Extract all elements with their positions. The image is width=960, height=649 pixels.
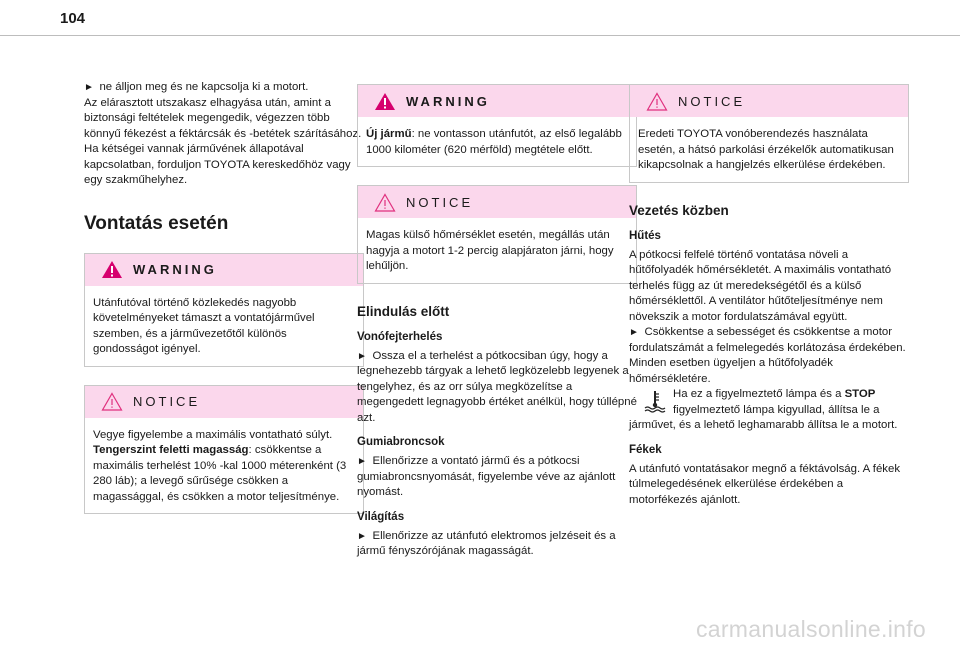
warning-box bbox=[357, 84, 637, 167]
coolant-warning-paragraph: Ha ez a figyelmeztető lámpa és a STOP figyelmeztető lámpa kigyullad, állítsa le a járművet, és a lehető leghamarabb állítsa le a motort. bbox=[629, 388, 898, 431]
bullet-text: ► Ossza el a terhelést a pótkocsiban úgy, hogy a legnehezebb tárgyak a lehető legközelebb legyenek a tengelyhez, és az orr súlya megközelítse a megengedett legnagyobb értéket anélkül, hogy túllépné azt. bbox=[357, 349, 637, 427]
warning-box bbox=[84, 253, 364, 367]
notice-box-header bbox=[358, 186, 636, 218]
notice-triangle-icon bbox=[646, 92, 668, 111]
bullet-text: ► Ellenőrizze az utánfutó elektromos jelzéseit és a jármű fényszórójának magasságát. bbox=[357, 529, 637, 560]
subheading-lighting: Világítás bbox=[357, 510, 405, 523]
column-left bbox=[84, 80, 364, 532]
warning-text: Új jármű: ne vontasson utánfutót, az első legalább 1000 kilométer (620 mérföld) megtétele előtt. bbox=[366, 128, 622, 156]
subheading-nose-weight: Vonófejterhelés bbox=[357, 330, 443, 343]
notice-text: Eredeti TOYOTA vonóberendezés használata esetén, a hátsó parkolási érzékelők automatikusan kikapcsolnak a hangjelzés elkerülése érdekében. bbox=[638, 128, 894, 171]
notice-box-header bbox=[630, 85, 908, 117]
cooling-paragraph: A pótkocsi felfelé történő vontatása növeli a hűtőfolyadék hőmérsékletét. A maximális vontatható terhelés függ az út meredekségétől és a külső hőmérséklettől. A ventilátor hűtőteljesítménye nem növekszik a motor fordulatszámával együtt. bbox=[629, 248, 892, 323]
notice-title: NOTICE bbox=[406, 194, 474, 210]
bullet-text: ► Csökkentse a sebességet és csökkentse a motor fordulatszámát a felmelegedés korlátozása érdekében. bbox=[629, 325, 909, 356]
notice-text: Magas külső hőmérséklet esetén, megállás után hagyja a motort 1-2 percig alapjáraton járni, hogy lehűljön. bbox=[366, 229, 614, 272]
page-number: 104 bbox=[60, 10, 86, 27]
notice-triangle-icon bbox=[101, 392, 123, 411]
notice-triangle-icon bbox=[374, 193, 396, 212]
warning-triangle-icon bbox=[101, 260, 123, 279]
warning-title: WARNING bbox=[133, 262, 217, 277]
warning-box-header bbox=[358, 85, 636, 117]
intro-paragraph: Ha kétségei vannak járművének állapotával kapcsolatban, forduljon TOYOTA kereskedőhöz vagy egy szakműhelyhez. bbox=[84, 143, 351, 186]
notice-text: Vegye figyelembe a maximális vontatható súlyt. bbox=[93, 428, 333, 441]
section-title-while-driving: Vezetés közben bbox=[629, 202, 729, 218]
subheading-brakes: Fékek bbox=[629, 443, 662, 456]
column-right bbox=[629, 84, 909, 508]
warning-text: Utánfutóval történő közlekedés nagyobb követelményeket támaszt a vontatójárművel szemben, és a járművezetőtől különös gondosságot igényel. bbox=[93, 296, 315, 355]
notice-box-header bbox=[85, 386, 363, 418]
warning-triangle-icon bbox=[374, 92, 396, 111]
notice-box bbox=[629, 84, 909, 183]
notice-box bbox=[357, 185, 637, 284]
subheading-cooling: Hűtés bbox=[629, 229, 661, 242]
coolant-temperature-icon bbox=[643, 389, 667, 413]
intro-bullet: ► ne álljon meg és ne kapcsolja ki a motort. bbox=[84, 80, 364, 96]
notice-title: NOTICE bbox=[678, 93, 746, 109]
section-title-before-departure: Elindulás előtt bbox=[357, 303, 450, 319]
notice-title: NOTICE bbox=[133, 394, 201, 409]
section-title-towing: Vontatás esetén bbox=[84, 212, 229, 234]
column-middle bbox=[357, 84, 637, 560]
header-divider bbox=[0, 35, 960, 36]
subheading-tyres: Gumiabroncsok bbox=[357, 436, 445, 448]
notice-text-altitude: Tengerszint feletti magasság: csökkentse a maximális terhelést 10% -kal 1000 méterenként (3 280 láb); a levegő sűrűsége csökken a magassággal, és csökken a motor teljesítménye. bbox=[93, 444, 347, 503]
bullet-text: ► Ellenőrizze a vontató jármű és a pótkocsi gumiabroncsnyomását, figyelembe véve az ajánlott nyomást. bbox=[357, 454, 637, 501]
intro-paragraph: Az elárasztott utszakasz elhagyása után, amint a biztonsági feltételek megengedik, végezzen több könnyű fékezést a féktárcsák és -betétek szárításához. bbox=[84, 96, 362, 140]
watermark: carmanualsonline.info bbox=[695, 616, 926, 642]
cooling-paragraph: Minden esetben ügyeljen a hűtőfolyadék hőmérsékletére. bbox=[629, 357, 833, 385]
notice-box bbox=[84, 385, 364, 515]
warning-title: WARNING bbox=[406, 93, 490, 109]
warning-box-header bbox=[85, 254, 363, 286]
brakes-paragraph: A utánfutó vontatásakor megnő a féktávolság. A fékek túlmelegedésének elkerülése érdekében a motorfékezés ajánlott. bbox=[629, 462, 901, 506]
